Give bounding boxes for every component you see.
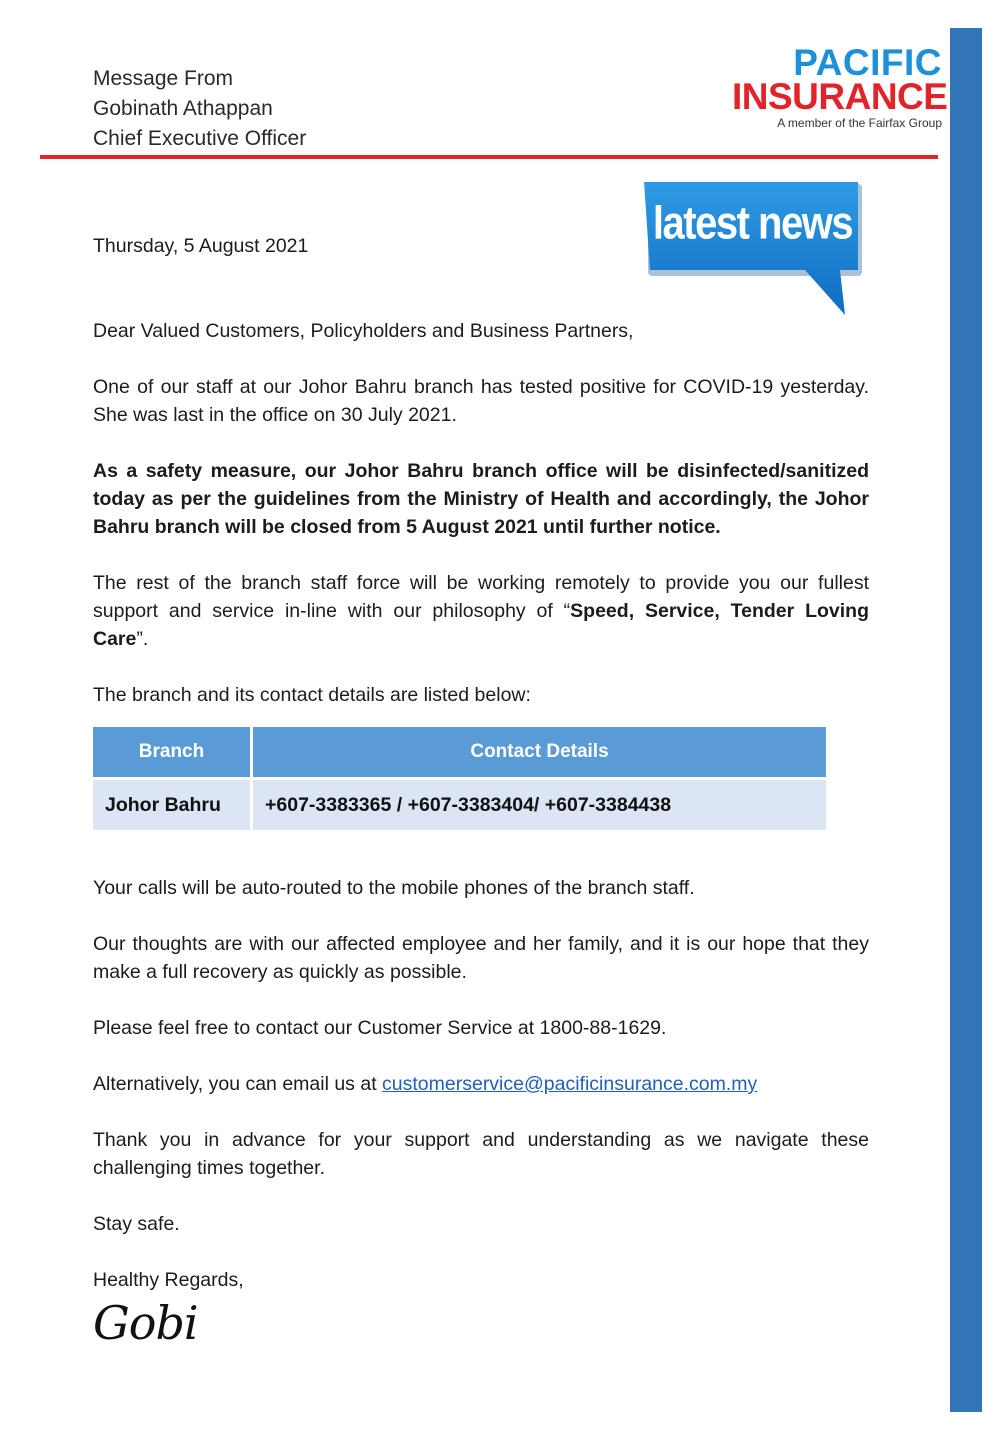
paragraph-thanks: Thank you in advance for your support and understanding as we navigate these challenging times together. bbox=[93, 1129, 869, 1179]
closing-text: Healthy Regards, bbox=[93, 1269, 244, 1291]
table-intro: The branch and its contact details are listed below: bbox=[93, 684, 531, 706]
sender-block bbox=[93, 64, 306, 154]
customer-service-email-link[interactable]: customerservice@pacificinsurance.com.my bbox=[382, 1073, 758, 1095]
cell-branch-name: Johor Bahru bbox=[93, 780, 253, 830]
paragraph-case-report: One of our staff at our Johor Bahru branch has tested positive for COVID-19 yesterday. She was last in the office on 30 July 2021. bbox=[93, 376, 869, 426]
paragraph-customer-service: Please feel free to contact our Customer Service at 1800-88-1629. bbox=[93, 1017, 667, 1039]
column-header-contact: Contact Details bbox=[253, 727, 826, 780]
handwritten-signature: Gobi bbox=[93, 1296, 198, 1350]
paragraph-email bbox=[93, 1070, 869, 1098]
logo-word-pacific: PACIFIC bbox=[793, 42, 942, 83]
side-accent-bar bbox=[950, 28, 982, 1412]
column-header-branch: Branch bbox=[93, 727, 253, 780]
branch-contact-table bbox=[93, 727, 826, 830]
table-row bbox=[93, 780, 826, 830]
logo-word-insurance: INSURANCE bbox=[732, 76, 948, 117]
letter-body bbox=[93, 232, 869, 1348]
paragraph-call-routing: Your calls will be auto-routed to the mobile phones of the branch staff. bbox=[93, 877, 695, 899]
cell-contact-numbers: +607-3383365 / +607-3383404/ +607-3384438 bbox=[253, 780, 826, 830]
logo-tagline: A member of the Fairfax Group bbox=[777, 116, 942, 130]
sender-line-message-from: Message From bbox=[93, 67, 234, 90]
company-logo bbox=[732, 42, 948, 130]
letter-greeting: Dear Valued Customers, Policyholders and Business Partners, bbox=[93, 320, 634, 342]
email-intro: Alternatively, you can email us at bbox=[93, 1073, 383, 1095]
paragraph-closure-notice: As a safety measure, our Johor Bahru branch office will be disinfected/sanitized today as per the guidelines from the Ministry of Health and accordingly, the Johor Bahru branch will be closed from 5 August 2021 until further notice. bbox=[93, 460, 869, 538]
paragraph-remote-work bbox=[93, 569, 869, 653]
remote-work-end: ”. bbox=[136, 628, 149, 650]
stay-safe-text: Stay safe. bbox=[93, 1213, 180, 1235]
remote-work-text: The rest of the branch staff force will be working remotely to provide you our fullest support and service in-line with our philosophy of “ bbox=[93, 572, 869, 622]
header-divider bbox=[40, 155, 938, 159]
table-header-row bbox=[93, 727, 826, 780]
latest-news-label: latest news bbox=[652, 198, 853, 249]
philosophy-text: Speed, Service, Tender Loving Care bbox=[93, 600, 869, 650]
sender-name: Gobinath Athappan bbox=[93, 97, 273, 120]
letter-date: Thursday, 5 August 2021 bbox=[93, 235, 309, 257]
sender-title: Chief Executive Officer bbox=[93, 127, 307, 150]
paragraph-thoughts: Our thoughts are with our affected employee and her family, and it is our hope that they make a full recovery as quickly as possible. bbox=[93, 933, 869, 983]
